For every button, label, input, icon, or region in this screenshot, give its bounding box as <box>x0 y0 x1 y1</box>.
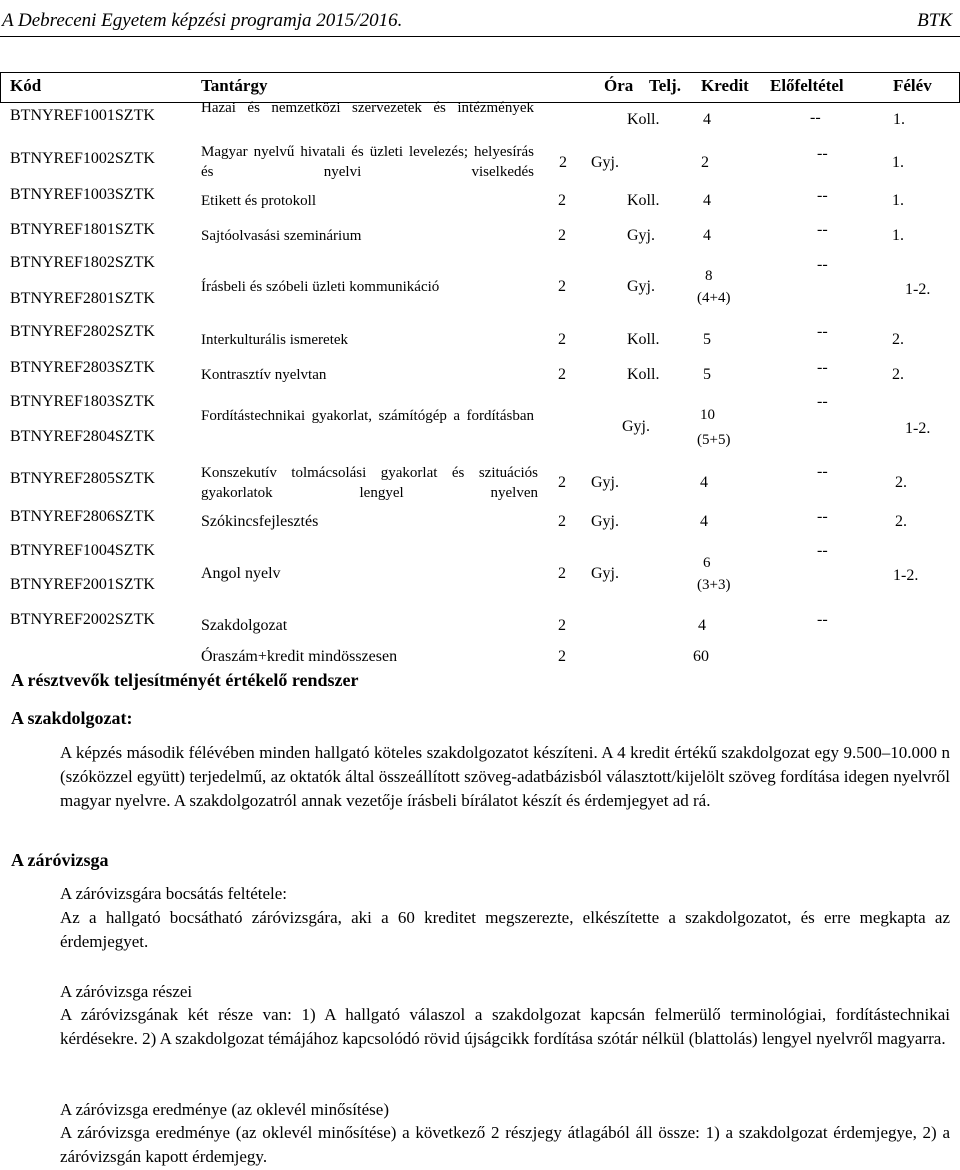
course-prereq: -- <box>817 323 828 340</box>
course-subject: Írásbeli és szóbeli üzleti kommunikáció <box>201 279 440 295</box>
course-subject: Szakdolgozat <box>201 617 288 634</box>
thesis-paragraph: A képzés második félévében minden hallgató köteles szakdolgozatot készíteni. A 4 kredit értékű szakdolgozat egy 9.500–10.000 n (szóközzel együtt) terjedelmű, az oktatók által összeállított szöveg-adatbázisból választott/kijelölt szöveg fordítása idegen nyelvről magyar nyelvre. A szakdolgozatról annak vezetője írásbeli bírálatot készít és érdemjegyet ad rá. <box>60 743 950 810</box>
exam-result-heading: A záróvizsga eredménye (az oklevél minősítése) <box>60 1100 390 1119</box>
course-assessment: Gyj. <box>591 154 619 171</box>
course-credit: 4 <box>703 111 711 128</box>
course-assessment: Koll. <box>627 111 660 128</box>
course-assessment: Gyj. <box>591 565 619 582</box>
course-code: BTNYREF1001SZTK <box>10 107 155 124</box>
col-header-hours: Óra <box>604 76 634 95</box>
table-left-border <box>0 72 1 102</box>
course-hours: 2 <box>558 366 566 383</box>
col-header-subject: Tantárgy <box>201 76 268 95</box>
course-credit: 10 <box>700 407 715 423</box>
course-code: BTNYREF1802SZTK <box>10 254 155 271</box>
course-subject: Szókincsfejlesztés <box>201 513 319 530</box>
course-hours: 2 <box>558 227 566 244</box>
course-subject: Fordítástechnikai gyakorlat, számítógép a fordításban <box>201 408 534 424</box>
col-header-credit: Kredit <box>701 76 749 95</box>
course-code: BTNYREF2801SZTK <box>10 290 155 307</box>
course-subject: Sajtóolvasási szeminárium <box>201 228 362 244</box>
page-header <box>0 6 960 37</box>
course-assessment: Gyj. <box>622 418 650 435</box>
total-label: Óraszám+kredit mindösszesen <box>201 648 398 665</box>
course-credit: 4 <box>703 192 711 209</box>
course-assessment: Koll. <box>627 331 660 348</box>
exam-parts-paragraph: A záróvizsgának két része van: 1) A hallgató válaszol a szakdolgozat kapcsán felmerülő terminológiai, fordítástechnikai kérdésekre. 2) A szakdolgozat témájához kapcsolódó rövid újságcikk fordítása szótár nélkül (blattolás) lengyel nyelvről magyarra. <box>60 1005 950 1048</box>
course-semester: 1. <box>892 227 904 244</box>
course-prereq: -- <box>817 542 828 559</box>
evaluation-section-title: A résztvevők teljesítményét értékelő rendszer <box>11 670 359 690</box>
course-subject: Angol nyelv <box>201 565 281 582</box>
admission-heading: A záróvizsgára bocsátás feltétele: <box>60 884 288 903</box>
course-hours: 2 <box>558 192 566 209</box>
course-credit: 6 <box>703 555 711 571</box>
course-subject: Kontrasztív nyelvtan <box>201 367 327 383</box>
course-hours: 2 <box>558 331 566 348</box>
course-code: BTNYREF2001SZTK <box>10 576 155 593</box>
course-credit: 8 <box>705 268 713 284</box>
course-code: BTNYREF1004SZTK <box>10 542 155 559</box>
total-credit: 60 <box>693 648 709 665</box>
course-code: BTNYREF2805SZTK <box>10 470 155 487</box>
course-hours: 2 <box>558 513 566 530</box>
course-semester: 2. <box>892 331 904 348</box>
course-prereq: -- <box>817 508 828 525</box>
course-prereq: -- <box>817 145 828 162</box>
course-semester: 1-2. <box>905 420 931 437</box>
course-prereq: -- <box>817 359 828 376</box>
course-assessment: Gyj. <box>591 513 619 530</box>
course-assessment: Koll. <box>627 366 660 383</box>
course-credit: 4 <box>700 474 708 491</box>
course-code: BTNYREF1003SZTK <box>10 186 155 203</box>
course-semester: 1-2. <box>893 567 919 584</box>
course-credit-breakdown: (4+4) <box>697 290 731 306</box>
course-code: BTNYREF1002SZTK <box>10 150 155 167</box>
course-subject: Interkulturális ismeretek <box>201 332 349 348</box>
course-semester: 2. <box>895 513 907 530</box>
course-assessment: Gyj. <box>591 474 619 491</box>
course-code: BTNYREF2802SZTK <box>10 323 155 340</box>
course-semester: 1. <box>892 192 904 209</box>
col-header-semester: Félév <box>893 76 932 95</box>
course-credit: 4 <box>703 227 711 244</box>
course-prereq: -- <box>817 187 828 204</box>
table-top-border <box>0 72 960 73</box>
course-semester: 1. <box>893 111 905 128</box>
course-subject: Etikett és protokoll <box>201 193 316 209</box>
course-hours: 2 <box>558 617 566 634</box>
exam-section-title: A záróvizsga <box>11 850 109 870</box>
course-prereq: -- <box>817 611 828 628</box>
course-semester: 1. <box>892 154 904 171</box>
course-assessment: Gyj. <box>627 278 655 295</box>
course-assessment: Gyj. <box>627 227 655 244</box>
course-code: BTNYREF2803SZTK <box>10 359 155 376</box>
course-credit: 5 <box>703 366 711 383</box>
course-credit-breakdown: (3+3) <box>697 577 731 593</box>
course-code: BTNYREF2804SZTK <box>10 428 155 445</box>
course-credit: 4 <box>700 513 708 530</box>
course-subject: Magyar nyelvű hivatali és üzleti levelezés; helyesírás és nyelvi viselkedés <box>201 144 534 180</box>
course-subject: Hazai és nemzetközi szervezetek és intézmények <box>201 100 534 116</box>
course-subject: Konszekutív tolmácsolási gyakorlat és szituációs gyakorlatok lengyel nyelven <box>201 465 538 501</box>
exam-parts-heading: A záróvizsga részei <box>60 982 193 1001</box>
course-credit: 4 <box>698 617 706 634</box>
col-header-assessment: Telj. <box>649 76 681 95</box>
course-code: BTNYREF2002SZTK <box>10 611 155 628</box>
course-hours: 2 <box>558 474 566 491</box>
exam-result-paragraph: A záróvizsga eredménye (az oklevél minősítése) a következő 2 részjegy átlagából áll össze: 1) a szakdolgozat érdemjegye, 2) a záróvizsgán kapott érdemjegy. <box>60 1123 950 1166</box>
course-hours: 2 <box>558 278 566 295</box>
total-hours: 2 <box>558 648 566 665</box>
course-code: BTNYREF1801SZTK <box>10 221 155 238</box>
course-code: BTNYREF2806SZTK <box>10 508 155 525</box>
course-hours: 2 <box>558 565 566 582</box>
header-title: A Debreceni Egyetem képzési programja 2015/2016. <box>2 10 403 31</box>
admission-paragraph: Az a hallgató bocsátható záróvizsgára, aki a 60 kreditet megszerezte, elkészítette a szakdolgozatot, és erre megkapta az érdemjegyet. <box>60 908 950 951</box>
course-semester: 1-2. <box>905 281 931 298</box>
course-prereq: -- <box>817 256 828 273</box>
header-faculty: BTK <box>917 10 952 31</box>
course-prereq: -- <box>810 109 821 126</box>
course-prereq: -- <box>817 463 828 480</box>
col-header-prereq: Előfeltétel <box>770 76 844 95</box>
course-credit: 2 <box>701 154 709 171</box>
course-prereq: -- <box>817 393 828 410</box>
course-semester: 2. <box>892 366 904 383</box>
course-credit: 5 <box>703 331 711 348</box>
course-credit-breakdown: (5+5) <box>697 432 731 448</box>
course-code: BTNYREF1803SZTK <box>10 393 155 410</box>
course-prereq: -- <box>817 221 828 238</box>
course-assessment: Koll. <box>627 192 660 209</box>
col-header-code: Kód <box>10 76 42 95</box>
course-semester: 2. <box>895 474 907 491</box>
course-hours: 2 <box>559 154 567 171</box>
thesis-section-title: A szakdolgozat: <box>11 708 133 728</box>
